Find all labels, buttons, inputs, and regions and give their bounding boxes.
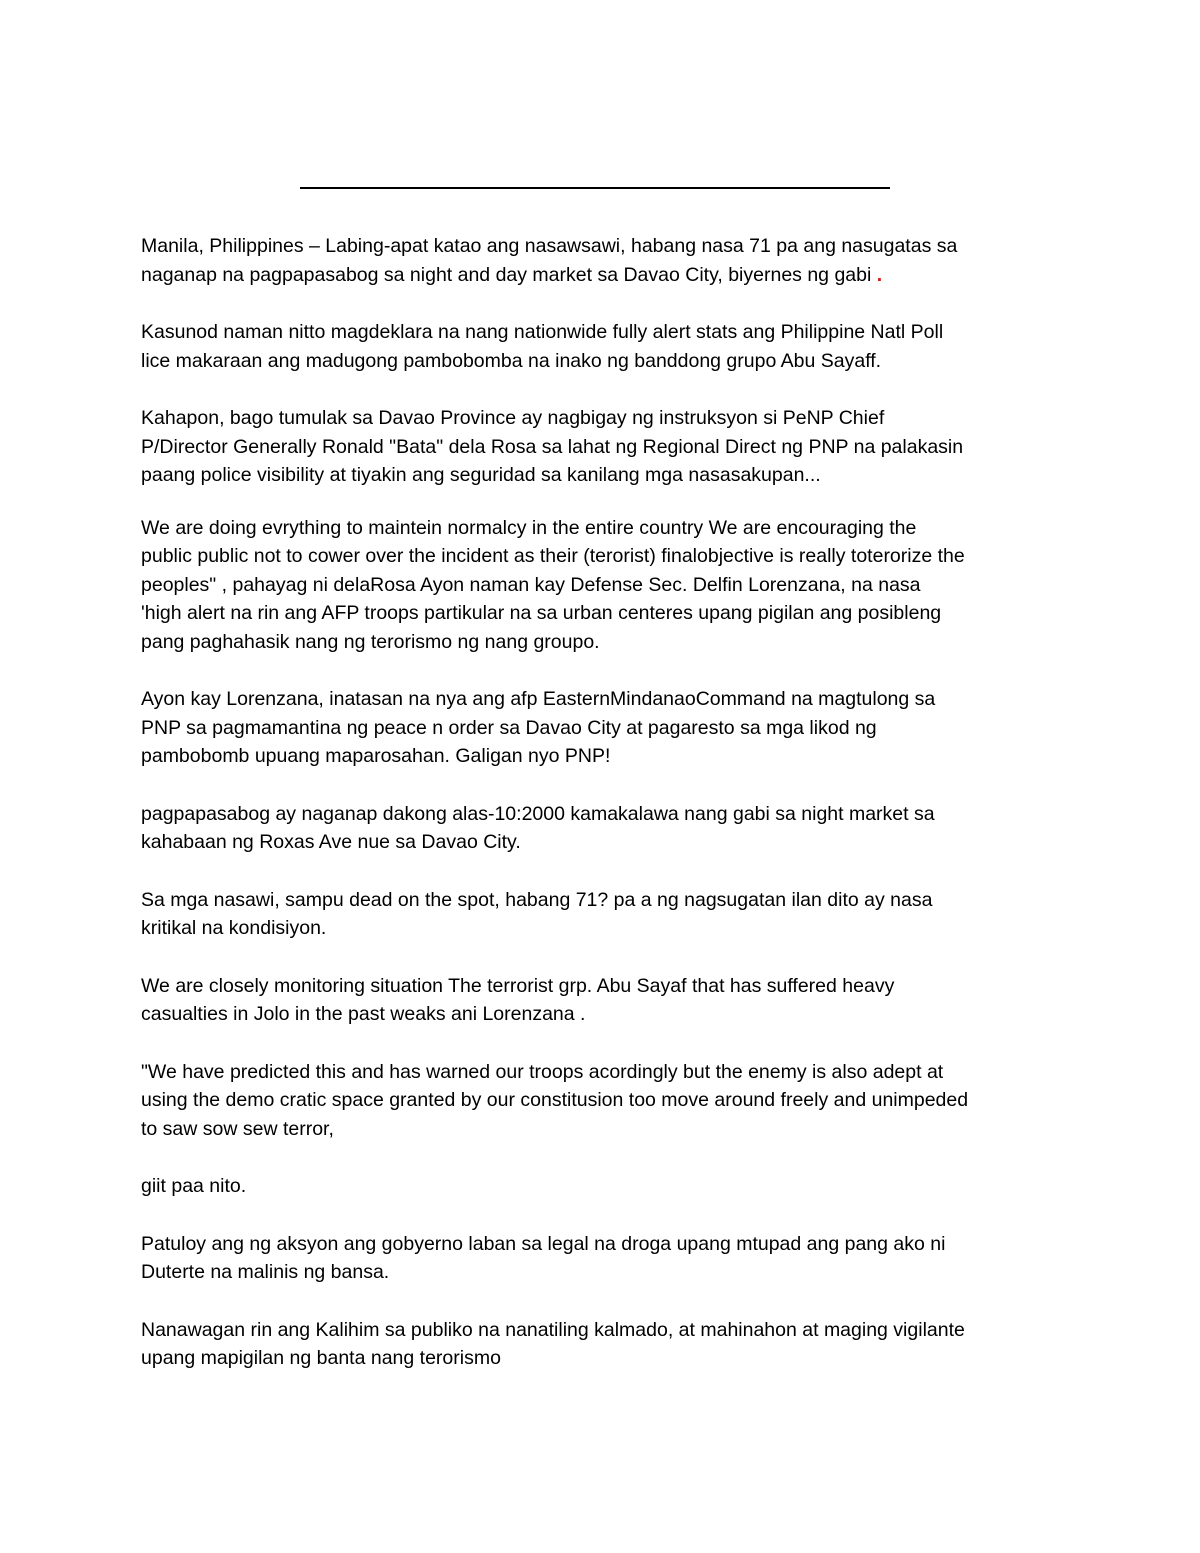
text-line: Nanawagan rin ang Kalihim sa publiko na nanatiling kalmado, at mahinahon at maging vigilante: [141, 1318, 965, 1341]
paragraph-10: [141, 1172, 1081, 1201]
text-line: lice makaraan ang madugong pambobomba na inako ng banddong grupo Abu Sayaff.: [141, 349, 882, 372]
text-line: to saw sow sew terror,: [141, 1117, 334, 1140]
paragraph-9: [141, 1058, 1081, 1144]
text-line: public public not to cower over the incident as their (terorist) finalobjective is really toterorize the: [141, 545, 965, 567]
text-line: kahabaan ng Roxas Ave nue sa Davao City.: [141, 831, 521, 853]
text-line: "We have predicted this and has warned our troops acordingly but the enemy is also adept at: [141, 1060, 944, 1083]
text-line: P/Director Generally Ronald "Bata" dela Rosa sa lahat ng Regional Direct ng PNP na palakasin: [141, 435, 964, 458]
text-line: We are closely monitoring situation The terrorist grp. Abu Sayaf that has suffered heavy: [141, 974, 895, 997]
paragraph-4: [141, 514, 1081, 657]
text-line: kritikal na kondisiyon.: [141, 917, 327, 939]
text-line: pambobomb upuang maparosahan. Galigan nyo PNP!: [141, 745, 611, 767]
text-line: pagpapasabog ay naganap dakong alas-10:2000 kamakalawa nang gabi sa night market sa: [141, 802, 935, 825]
paragraph-1: [141, 232, 1081, 289]
text-line: giit paa nito.: [141, 1175, 247, 1197]
text-line: PNP sa pagmamantina ng peace n order sa Davao City at pagaresto sa mga likod ng: [141, 716, 877, 739]
text-segment: naganap na pagpapasabog sa night and day market sa Davao City, biyernes ng gabi: [141, 263, 877, 286]
text-line: paang police visibility at tiyakin ang seguridad sa kanilang mga nasasakupan...: [141, 464, 821, 486]
paragraph-5: [141, 685, 1081, 771]
text-line: [141, 261, 1081, 290]
text-line: 'high alert na rin ang AFP troops partikular na sa urban centeres upang pigilan ang posibleng: [141, 602, 942, 624]
paragraph-6: [141, 800, 1081, 857]
text-line: We are doing evrything to maintein normalcy in the entire country We are encouraging the: [141, 516, 917, 539]
text-line: Patuloy ang ng aksyon ang gobyerno laban sa legal na droga upang mtupad ang pang ako ni: [141, 1232, 946, 1255]
text-line: pang paghahasik nang ng terorismo ng nang groupo.: [141, 630, 600, 653]
paragraph-11: [141, 1230, 1081, 1287]
text-line: Ayon kay Lorenzana, inatasan na nya ang afp EasternMindanaoCommand na magtulong sa: [141, 688, 936, 710]
paragraph-12: [141, 1316, 1081, 1373]
text-line: using the demo cratic space granted by our constitusion too move around freely and unimpeded: [141, 1089, 969, 1111]
article-body: [141, 232, 1081, 1373]
text-line: Kasunod naman nitto magdeklara na nang nationwide fully alert stats ang Philippine Natl Poll: [141, 321, 944, 343]
title-underline: [300, 187, 890, 189]
paragraph-8: [141, 972, 1081, 1029]
red-period-mark: .: [876, 263, 883, 286]
text-line: Sa mga nasawi, sampu dead on the spot, habang 71? pa a ng nagsugatan ilan dito ay nasa: [141, 888, 933, 911]
text-line: casualties in Jolo in the past weaks ani Lorenzana .: [141, 1003, 586, 1025]
paragraph-2: [141, 318, 1081, 375]
paragraph-7: [141, 886, 1081, 943]
paragraph-3: [141, 404, 1081, 490]
text-line: upang mapigilan ng banta nang terorismo: [141, 1347, 501, 1369]
text-line: Manila, Philippines – Labing-apat katao ang nasawsawi, habang nasa 71 pa ang nasugatas sa: [141, 235, 958, 257]
text-line: peoples" , pahayag ni delaRosa Ayon naman kay Defense Sec. Delfin Lorenzana, na nasa: [141, 573, 921, 596]
text-line: Duterte na malinis ng bansa.: [141, 1261, 390, 1283]
text-line: Kahapon, bago tumulak sa Davao Province ay nagbigay ng instruksyon si PeNP Chief: [141, 407, 885, 429]
